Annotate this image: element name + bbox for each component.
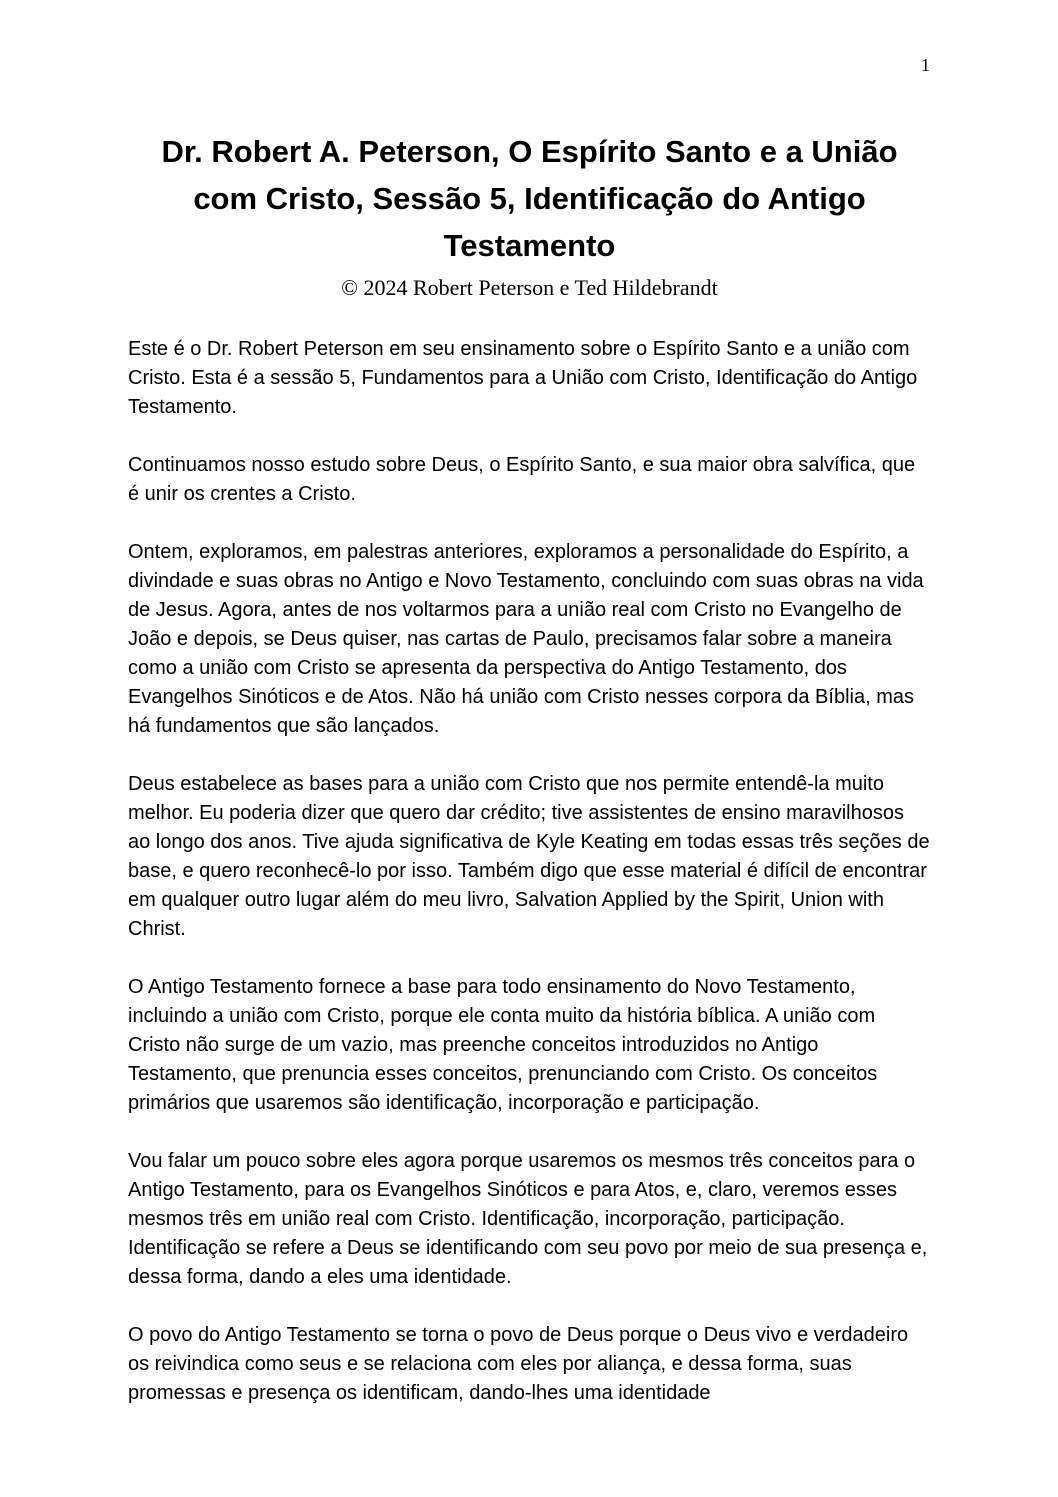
paragraph: O Antigo Testamento fornece a base para todo ensinamento do Novo Testamento, incluindo a união com Cristo, porque ele conta muito da história bíblica. A união com Cristo não surge de um vazio, mas preenche conceitos introduzidos no Antigo Testamento, que prenuncia esses conceitos, prenunciando com Cristo. Os conceitos primários que usaremos são identificação, incorporação e participação.	[128, 976, 878, 1114]
paragraph: Ontem, exploramos, em palestras anteriores, exploramos a personalidade do Espírito, a divindade e suas obras no Antigo e Novo Testamento, concluindo com suas obras na vida de Jesus. Agora, antes de nos voltarmos para a união real com Cristo no Evangelho de João e depois, se Deus quiser, nas cartas de Paulo, precisamos falar sobre a maneira como a união com Cristo se apresenta da perspectiva do Antigo Testamento, dos Evangelhos Sinóticos e de Atos. Não há união com Cristo nesses corpora da Bíblia, mas há fundamentos que são lançados.	[128, 541, 924, 737]
paragraph: O povo do Antigo Testamento se torna o povo de Deus porque o Deus vivo e verdadeiro os reivindica como seus e se relaciona com eles por aliança, e dessa forma, suas promessas e presença os identificam, dando-lhes uma identidade	[128, 1324, 909, 1404]
page-content	[128, 128, 931, 1437]
copyright-line: © 2024 Robert Peterson e Ted Hildebrandt	[341, 275, 718, 300]
paragraph: Continuamos nosso estudo sobre Deus, o Espírito Santo, e sua maior obra salvífica, que é unir os crentes a Cristo.	[128, 454, 916, 505]
paragraph: Vou falar um pouco sobre eles agora porque usaremos os mesmos três conceitos para o Antigo Testamento, para os Evangelhos Sinóticos e para Atos, e, claro, veremos esses mesmos três em união real com Cristo. Identificação, incorporação, participação. Identificação se refere a Deus se identificando com seu povo por meio de sua presença e, dessa forma, dando a eles uma identidade.	[128, 1150, 928, 1288]
paragraph: Deus estabelece as bases para a união com Cristo que nos permite entendê-la muito melhor. Eu poderia dizer que quero dar crédito; tive assistentes de ensino maravilhosos ao longo dos anos. Tive ajuda significativa de Kyle Keating em todas essas três seções de base, e quero reconhecê-lo por isso. Também digo que esse material é difícil de encontrar em qualquer outro lugar além do meu livro, Salvation Applied by the Spirit, Union with Christ.	[128, 773, 930, 940]
document-title: Dr. Robert A. Peterson, O Espírito Santo e a União com Cristo, Sessão 5, Identificação do Antigo Testamento	[161, 134, 898, 263]
document-body	[128, 335, 931, 1408]
paragraph: Este é o Dr. Robert Peterson em seu ensinamento sobre o Espírito Santo e a união com Cristo. Esta é a sessão 5, Fundamentos para a União com Cristo, Identificação do Antigo Testamento.	[128, 338, 918, 418]
page-number: 1	[921, 55, 930, 75]
